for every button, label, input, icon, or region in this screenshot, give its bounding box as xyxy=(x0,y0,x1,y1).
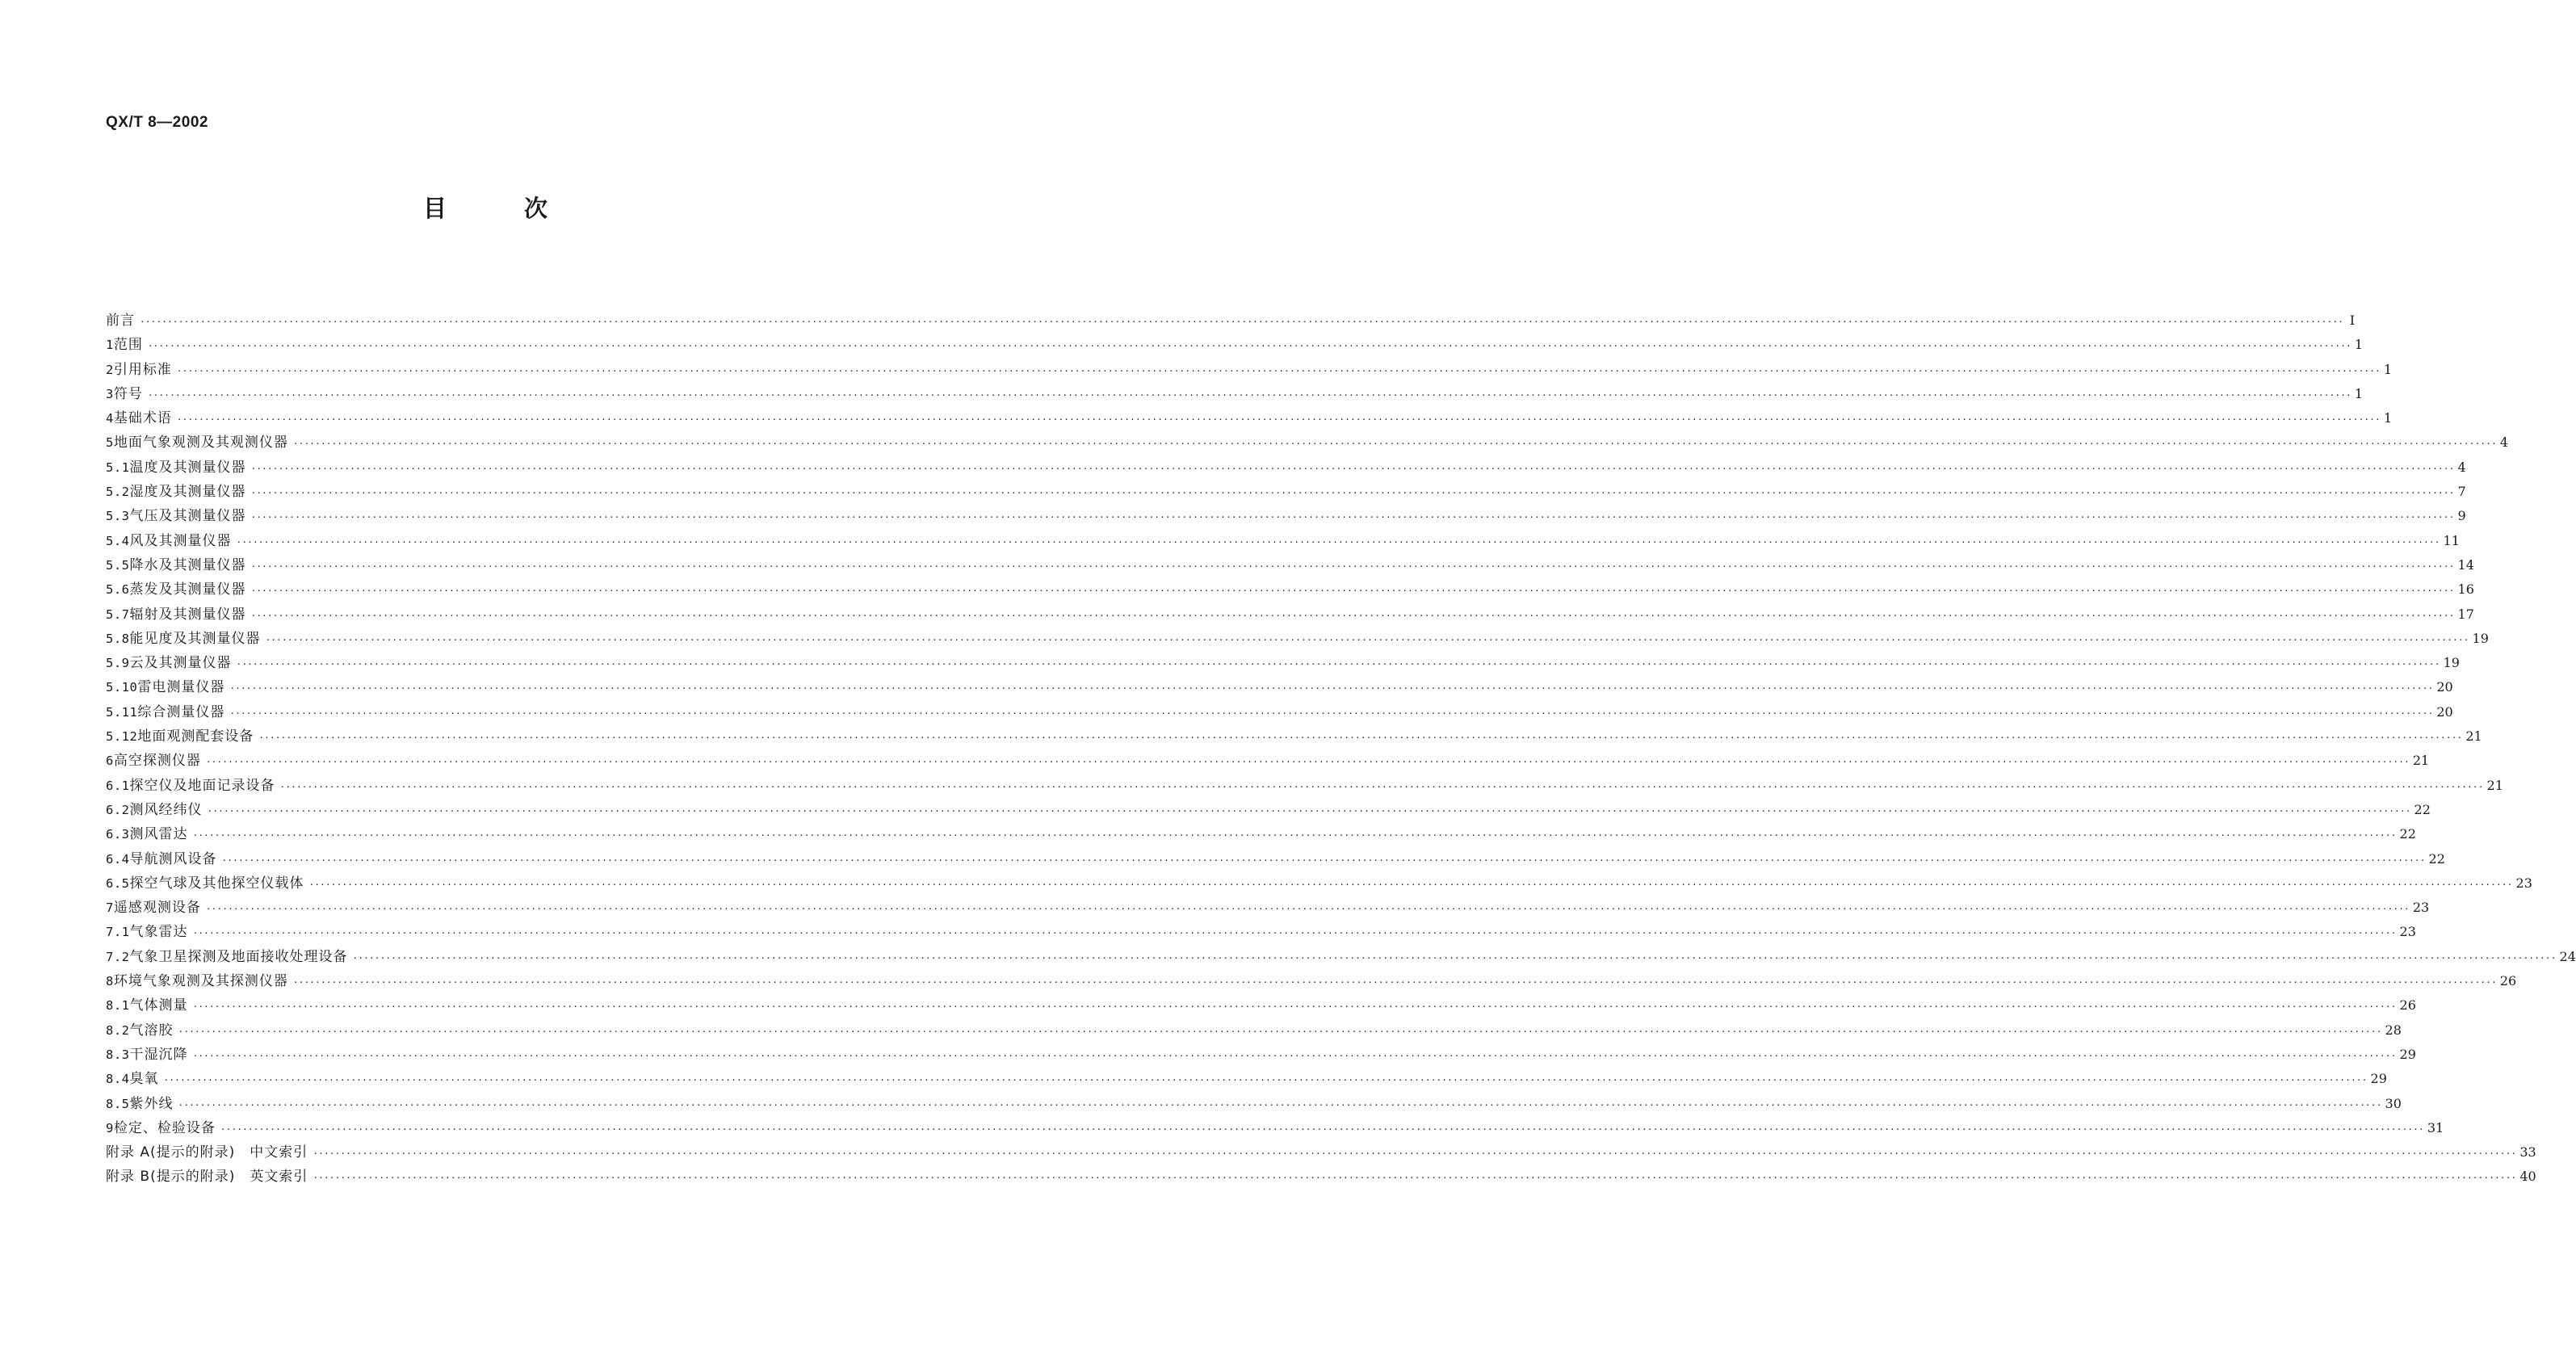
toc-entry-number: 6.1 xyxy=(106,778,130,793)
toc-entry[interactable] xyxy=(106,504,2466,528)
toc-entry-label: 紫外线 xyxy=(129,1095,174,1112)
toc-entry[interactable] xyxy=(106,309,2356,333)
toc-entry-number: 8.1 xyxy=(106,998,130,1014)
toc-entry-label: 附录 B(提示的附录) 英文索引 xyxy=(106,1169,308,1186)
toc-entry-page: 1 xyxy=(2354,337,2364,353)
dot-leader: ················································································································································································································································································································································································································ xyxy=(250,586,2455,597)
dot-leader: ················································································································································································································································································································································································································ xyxy=(265,634,2469,645)
toc-entry-label: 地面观测配套设备 xyxy=(137,728,254,745)
dot-leader: ················································································································································································································································································································································································································ xyxy=(176,365,2381,376)
toc-entry-label: 温度及其测量仪器 xyxy=(129,459,246,476)
toc-entry-number: 4 xyxy=(106,411,114,426)
toc-entry-label: 臭氧 xyxy=(129,1071,159,1088)
toc-entry-page: 19 xyxy=(2443,655,2460,671)
dot-leader: ················································································································································································································································································································································································································ xyxy=(292,977,2497,989)
toc-entry-label: 导航测风设备 xyxy=(129,850,217,867)
toc-entry-page: 11 xyxy=(2443,532,2460,548)
toc-entry[interactable] xyxy=(106,969,2517,993)
toc-entry[interactable] xyxy=(106,1165,2536,1189)
toc-entry[interactable] xyxy=(106,822,2416,846)
toc-entry-page: 29 xyxy=(2370,1071,2387,1087)
toc-entry-number: 8.2 xyxy=(106,1022,130,1038)
toc-entry[interactable] xyxy=(106,1116,2444,1140)
toc-entry[interactable] xyxy=(106,455,2466,480)
toc-entry-label: 降水及其测量仪器 xyxy=(129,556,246,573)
toc-entry-number: 8.5 xyxy=(106,1096,130,1111)
dot-leader: ················································································································································································································································································································································································································ xyxy=(147,341,2352,352)
toc-entry-page: 23 xyxy=(2515,875,2532,891)
toc-entry-page: 17 xyxy=(2457,606,2474,622)
title-char-1: 目 xyxy=(423,195,447,222)
toc-entry[interactable] xyxy=(106,1018,2402,1043)
toc-entry-page: 33 xyxy=(2519,1144,2536,1161)
toc-entry-page: 29 xyxy=(2399,1046,2416,1062)
toc-entry-number: 6 xyxy=(106,753,114,769)
toc-entry[interactable] xyxy=(106,1067,2387,1091)
toc-entry[interactable] xyxy=(106,430,2509,455)
toc-entry-number: 6.3 xyxy=(106,827,130,842)
table-of-contents xyxy=(106,309,2576,1190)
toc-entry-page: 4 xyxy=(2457,459,2466,475)
toc-entry[interactable] xyxy=(106,358,2393,382)
dot-leader: ················································································································································································································································································································································································································ xyxy=(147,389,2352,401)
toc-entry-label: 测风经纬仪 xyxy=(129,801,203,818)
toc-entry-number: 8.3 xyxy=(106,1047,130,1062)
dot-leader: ················································································································································································································································································································································································································ xyxy=(250,463,2455,474)
toc-entry-number: 6.5 xyxy=(106,875,130,891)
toc-entry-page: 28 xyxy=(2385,1022,2402,1038)
toc-entry-label: 能见度及其测量仪器 xyxy=(129,630,261,647)
toc-entry-number: 7 xyxy=(106,900,114,916)
toc-entry-number: 5.1 xyxy=(106,460,130,475)
toc-entry-page: 19 xyxy=(2472,630,2489,646)
dot-leader: ················································································································································································································································································································································································································ xyxy=(308,879,2513,890)
toc-entry-label: 干湿沉降 xyxy=(129,1046,188,1063)
toc-entry-label: 蒸发及其测量仪器 xyxy=(129,581,246,598)
toc-entry-page: 21 xyxy=(2412,753,2430,769)
toc-entry-number: 3 xyxy=(106,386,114,401)
toc-entry-label: 遥感观测设备 xyxy=(113,900,201,917)
toc-entry-number: 6.4 xyxy=(106,851,130,867)
dot-leader: ················································································································································································································································································································································································································ xyxy=(192,830,2397,842)
dot-leader: ················································································································································································································································································································································································································ xyxy=(250,512,2455,523)
dot-leader: ················································································································································································································································································································································································································ xyxy=(205,904,2410,915)
dot-leader: ················································································································································································································································································································································································································ xyxy=(178,1099,2382,1110)
dot-leader: ················································································································································································································································································································································································································ xyxy=(313,1173,2517,1184)
toc-entry-label: 前言 xyxy=(106,313,135,329)
toc-entry-label: 气体测量 xyxy=(129,997,188,1014)
toc-entry-page: 20 xyxy=(2436,703,2453,720)
toc-entry-number: 5.8 xyxy=(106,631,130,646)
toc-entry-page: 23 xyxy=(2399,924,2416,940)
toc-entry-page: 30 xyxy=(2385,1095,2402,1111)
toc-entry-label: 综合测量仪器 xyxy=(137,703,225,720)
dot-leader: ················································································································································································································································································································································································································ xyxy=(236,536,2440,548)
toc-entry-label: 云及其测量仪器 xyxy=(129,655,232,672)
toc-entry[interactable] xyxy=(106,871,2532,896)
dot-leader: ················································································································································································································································································································································································································ xyxy=(192,928,2397,939)
toc-entry-number: 5.6 xyxy=(106,582,130,598)
toc-entry[interactable] xyxy=(106,1043,2416,1067)
toc-entry[interactable] xyxy=(106,577,2474,602)
dot-leader: ················································································································································································································································································································································································································ xyxy=(250,560,2455,572)
dot-leader: ················································································································································································································································································································································································································ xyxy=(163,1075,2368,1086)
toc-entry[interactable] xyxy=(106,333,2364,357)
toc-entry-label: 检定、检验设备 xyxy=(113,1119,216,1136)
toc-entry-page: 26 xyxy=(2399,997,2416,1014)
toc-entry[interactable] xyxy=(106,920,2416,944)
toc-entry[interactable] xyxy=(106,553,2474,577)
toc-entry[interactable] xyxy=(106,724,2482,749)
toc-entry-label: 地面气象观测及其观测仪器 xyxy=(113,434,288,451)
toc-entry[interactable] xyxy=(106,602,2474,627)
dot-leader: ················································································································································································································································································································································································································ xyxy=(178,1026,2382,1037)
dot-leader: ················································································································································································································································································································································································································ xyxy=(207,805,2411,816)
toc-entry[interactable] xyxy=(106,651,2460,675)
toc-entry-page: 31 xyxy=(2427,1119,2444,1135)
toc-entry-page: 7 xyxy=(2457,484,2466,500)
toc-entry[interactable] xyxy=(106,798,2431,822)
dot-leader: ················································································································································································································································································································································································································ xyxy=(176,414,2381,426)
toc-entry-label: 气压及其测量仪器 xyxy=(129,508,246,525)
toc-entry-label: 探空仪及地面记录设备 xyxy=(129,777,275,794)
toc-entry-label: 气溶胶 xyxy=(129,1022,174,1039)
toc-entry-number: 7.1 xyxy=(106,925,130,940)
toc-entry-number: 8.4 xyxy=(106,1072,130,1087)
toc-entry-number: 5.2 xyxy=(106,485,130,500)
toc-entry[interactable] xyxy=(106,945,2576,969)
toc-entry[interactable] xyxy=(106,406,2393,430)
toc-entry-number: 5.7 xyxy=(106,607,130,622)
toc-entry[interactable] xyxy=(106,993,2416,1018)
toc-entry-label: 高空探测仪器 xyxy=(113,753,201,770)
toc-entry[interactable] xyxy=(106,627,2489,651)
toc-entry-page: 1 xyxy=(2354,385,2364,401)
toc-entry-page: I xyxy=(2349,313,2356,328)
toc-entry-page: 22 xyxy=(2428,850,2445,867)
dot-leader: ················································································································································································································································································································································································································ xyxy=(250,488,2455,499)
dot-leader: ················································································································································································································································································································································································································ xyxy=(279,781,2484,792)
toc-entry-page: 24 xyxy=(2559,948,2576,964)
dot-leader: ················································································································································································································································································································································································································ xyxy=(352,952,2557,963)
toc-entry-page: 21 xyxy=(2465,728,2482,745)
toc-entry[interactable] xyxy=(106,675,2453,699)
toc-entry[interactable] xyxy=(106,529,2460,553)
dot-leader: ················································································································································································································································································································································································································ xyxy=(205,757,2410,768)
dot-leader: ················································································································································································································································································································································································································ xyxy=(236,659,2440,670)
toc-entry-page: 23 xyxy=(2412,900,2430,916)
dot-leader: ················································································································································································································································································································································································································ xyxy=(313,1148,2517,1160)
toc-entry-label: 雷电测量仪器 xyxy=(137,679,225,696)
dot-leader: ················································································································································································································································································································································································································ xyxy=(221,854,2426,866)
toc-entry-label: 引用标准 xyxy=(113,361,172,378)
toc-entry-page: 20 xyxy=(2436,679,2453,695)
toc-entry-label: 测风雷达 xyxy=(129,826,188,843)
toc-entry-page: 40 xyxy=(2519,1169,2536,1185)
toc-entry-number: 8 xyxy=(106,974,114,989)
toc-entry[interactable] xyxy=(106,1092,2402,1116)
toc-entry-page: 22 xyxy=(2399,826,2416,842)
toc-entry[interactable] xyxy=(106,1140,2536,1165)
toc-entry[interactable] xyxy=(106,847,2445,871)
document-code: QX/T 8—2002 xyxy=(106,114,208,131)
dot-leader: ················································································································································································································································································································································································································ xyxy=(229,683,2434,695)
toc-entry[interactable] xyxy=(106,480,2466,504)
toc-entry-label: 气象卫星探测及地面接收处理设备 xyxy=(129,948,348,965)
dot-leader: ················································································································································································································································································································································································································ xyxy=(229,707,2434,719)
toc-entry-label: 基础术语 xyxy=(113,410,172,427)
toc-entry[interactable] xyxy=(106,774,2503,798)
toc-entry-number: 5.3 xyxy=(106,509,130,524)
toc-entry-label: 环境气象观测及其探测仪器 xyxy=(113,973,288,990)
toc-entry-label: 探空气球及其他探空仪载体 xyxy=(129,875,304,892)
toc-entry-label: 辐射及其测量仪器 xyxy=(129,606,246,623)
toc-entry-number: 5.12 xyxy=(106,729,138,745)
toc-entry-page: 1 xyxy=(2383,410,2393,426)
toc-entry-page: 14 xyxy=(2457,556,2474,573)
toc-entry[interactable] xyxy=(106,700,2453,724)
title-char-2: 次 xyxy=(524,195,548,222)
dot-leader: ················································································································································································································································································································································································································ xyxy=(258,732,2463,744)
dot-leader: ················································································································································································································································································································································································································ xyxy=(220,1123,2424,1135)
toc-entry[interactable] xyxy=(106,749,2430,773)
dot-leader: ················································································································································································································································································································································································································ xyxy=(292,439,2497,450)
dot-leader: ················································································································································································································································································································································································································ xyxy=(192,1050,2397,1061)
toc-entry-page: 21 xyxy=(2486,777,2503,793)
toc-entry-number: 5.5 xyxy=(106,557,130,573)
toc-entry-label: 风及其测量仪器 xyxy=(129,532,232,549)
toc-entry-number: 9 xyxy=(106,1120,114,1135)
toc-entry-number: 1 xyxy=(106,338,114,353)
toc-entry-page: 4 xyxy=(2499,434,2509,451)
toc-entry-page: 22 xyxy=(2414,801,2431,817)
toc-entry-number: 5.9 xyxy=(106,656,130,671)
toc-entry-page: 9 xyxy=(2457,508,2466,524)
toc-entry[interactable] xyxy=(106,896,2430,920)
toc-entry-page: 26 xyxy=(2499,973,2517,989)
toc-entry-number: 6.2 xyxy=(106,802,130,817)
toc-entry-label: 附录 A(提示的附录) 中文索引 xyxy=(106,1144,308,1161)
toc-entry-number: 7.2 xyxy=(106,949,130,964)
page-title xyxy=(0,191,962,226)
toc-entry-page: 1 xyxy=(2383,361,2393,377)
toc-entry-label: 范围 xyxy=(113,337,143,354)
toc-entry-number: 2 xyxy=(106,362,114,377)
toc-entry-page: 16 xyxy=(2457,581,2474,598)
toc-entry-label: 气象雷达 xyxy=(129,924,188,941)
toc-entry-number: 5.11 xyxy=(106,704,138,720)
dot-leader: ················································································································································································································································································································································································································ xyxy=(192,1001,2397,1013)
dot-leader: ················································································································································································································································································································································································································ xyxy=(140,317,2344,327)
toc-entry[interactable] xyxy=(106,382,2364,406)
toc-entry-label: 符号 xyxy=(113,385,143,402)
dot-leader: ················································································································································································································································································································································································································ xyxy=(250,610,2455,621)
toc-entry-label: 湿度及其测量仪器 xyxy=(129,484,246,501)
toc-entry-number: 5.10 xyxy=(106,680,138,695)
toc-entry-number: 5.4 xyxy=(106,533,130,548)
toc-entry-number: 5 xyxy=(106,435,114,451)
